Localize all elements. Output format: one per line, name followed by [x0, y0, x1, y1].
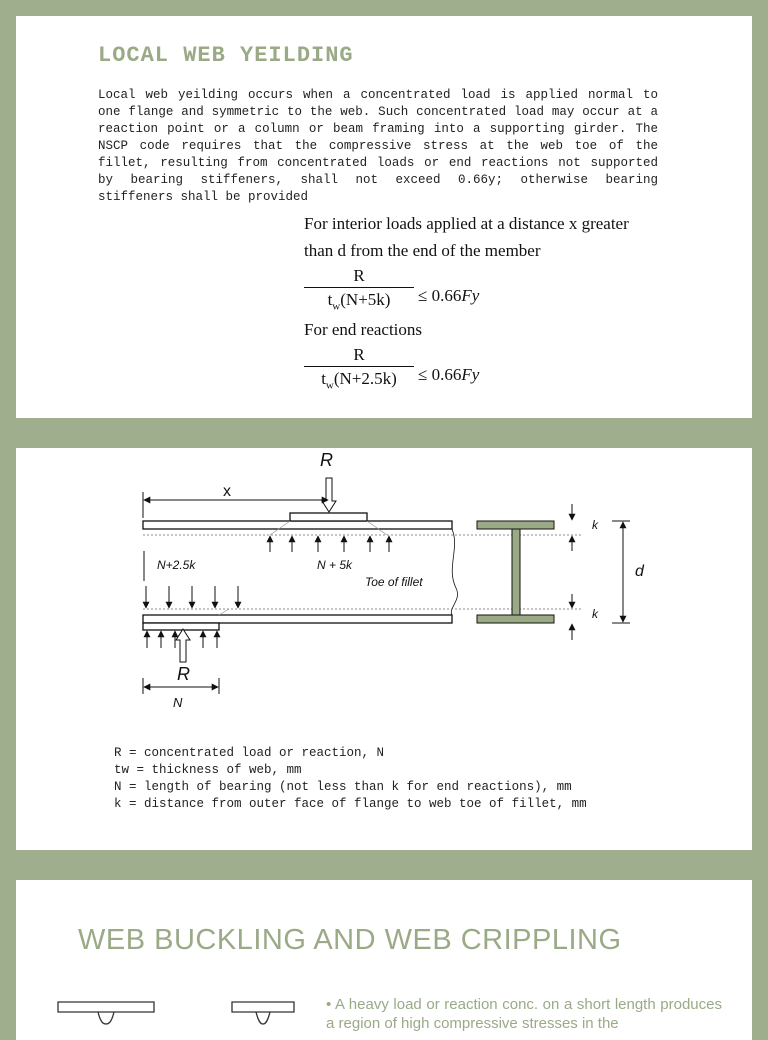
- bullet-text: A heavy load or reaction conc. on a short length produces a region of high compressive stresses in the: [326, 996, 722, 1032]
- beam-diagram: [16, 448, 752, 738]
- slide-diagram: [16, 448, 752, 850]
- beam-sketch-right: [232, 1002, 294, 1012]
- beam-sketch-left: [58, 1002, 154, 1012]
- slide-title: LOCAL WEB YEILDING: [98, 43, 354, 68]
- bullet-item: [326, 995, 722, 1033]
- break-line: [451, 529, 457, 615]
- legend-line: tw = thickness of web, mm: [114, 763, 302, 777]
- reaction-arrow-bottom: [176, 629, 190, 662]
- label-n: N: [173, 695, 183, 710]
- fraction-numerator: R: [353, 345, 365, 364]
- description-paragraph: Local web yeilding occurs when a concentrated load is applied normal to one flange and symmetric to the web. Such concentrated load may occur at a reaction point or a column or beam framing into a supporting girder. The NSCP code requires that the compressive stress at the web toe of the fillet, resulting from concentrated loads or end reactions not supported by bearing stiffeners, shall not exceed 0.66y; otherwise bearing stiffeners shall be provided: [98, 88, 658, 204]
- top-flange: [143, 521, 452, 529]
- formula-line-interior: For interior loads applied at a distance x greater: [304, 214, 629, 233]
- bullet-symbol: •: [326, 996, 332, 1013]
- label-k-top: k: [592, 518, 598, 532]
- formula-line-end-reactions: For end reactions: [304, 320, 423, 339]
- formula-inequality-interior: ≤ 0.66Fy: [418, 286, 480, 305]
- fraction-bar: [304, 287, 414, 288]
- label-k-bottom: k: [592, 607, 598, 621]
- bottom-bearing-plate: [143, 623, 219, 630]
- formula-fraction-end: [304, 345, 414, 392]
- fraction-denominator: $t_w(N+2.5k)$: [321, 369, 397, 392]
- symbol-legend: [114, 745, 587, 813]
- bottom-flange: [143, 615, 452, 623]
- fraction-denominator: $t_w(N+5k)$: [327, 290, 391, 313]
- beam-sketches: [56, 1000, 316, 1040]
- label-r-top: R: [320, 450, 333, 470]
- slide-web-buckling: [16, 880, 752, 1040]
- formula-inequality-end: ≤ 0.66Fy: [418, 365, 480, 384]
- label-n-2-5k: N+2.5k: [157, 558, 196, 572]
- fraction-bar: [304, 366, 414, 367]
- top-bearing-plate: [290, 513, 367, 521]
- label-r-bottom: R: [177, 664, 190, 684]
- spread-line: [219, 609, 229, 615]
- label-x: x: [223, 483, 231, 500]
- slide-local-web-yielding: [16, 16, 752, 418]
- slide-title: WEB BUCKLING AND WEB CRIPPLING: [78, 924, 622, 956]
- legend-line: N = length of bearing (not less than k for end reactions), mm: [114, 780, 572, 794]
- formula-fraction-interior: [304, 266, 414, 313]
- load-arrow-top: [322, 478, 336, 512]
- formula-line-distance: than d from the end of the member: [304, 241, 541, 260]
- fraction-numerator: R: [353, 266, 365, 285]
- legend-line: R = concentrated load or reaction, N: [114, 746, 385, 760]
- legend-line: k = distance from outer face of flange to web toe of fillet, mm: [114, 797, 587, 811]
- label-d: d: [635, 563, 644, 580]
- label-n-5k: N + 5k: [317, 558, 353, 572]
- ibeam-section: [477, 521, 554, 623]
- label-toe-of-fillet: Toe of fillet: [365, 575, 423, 589]
